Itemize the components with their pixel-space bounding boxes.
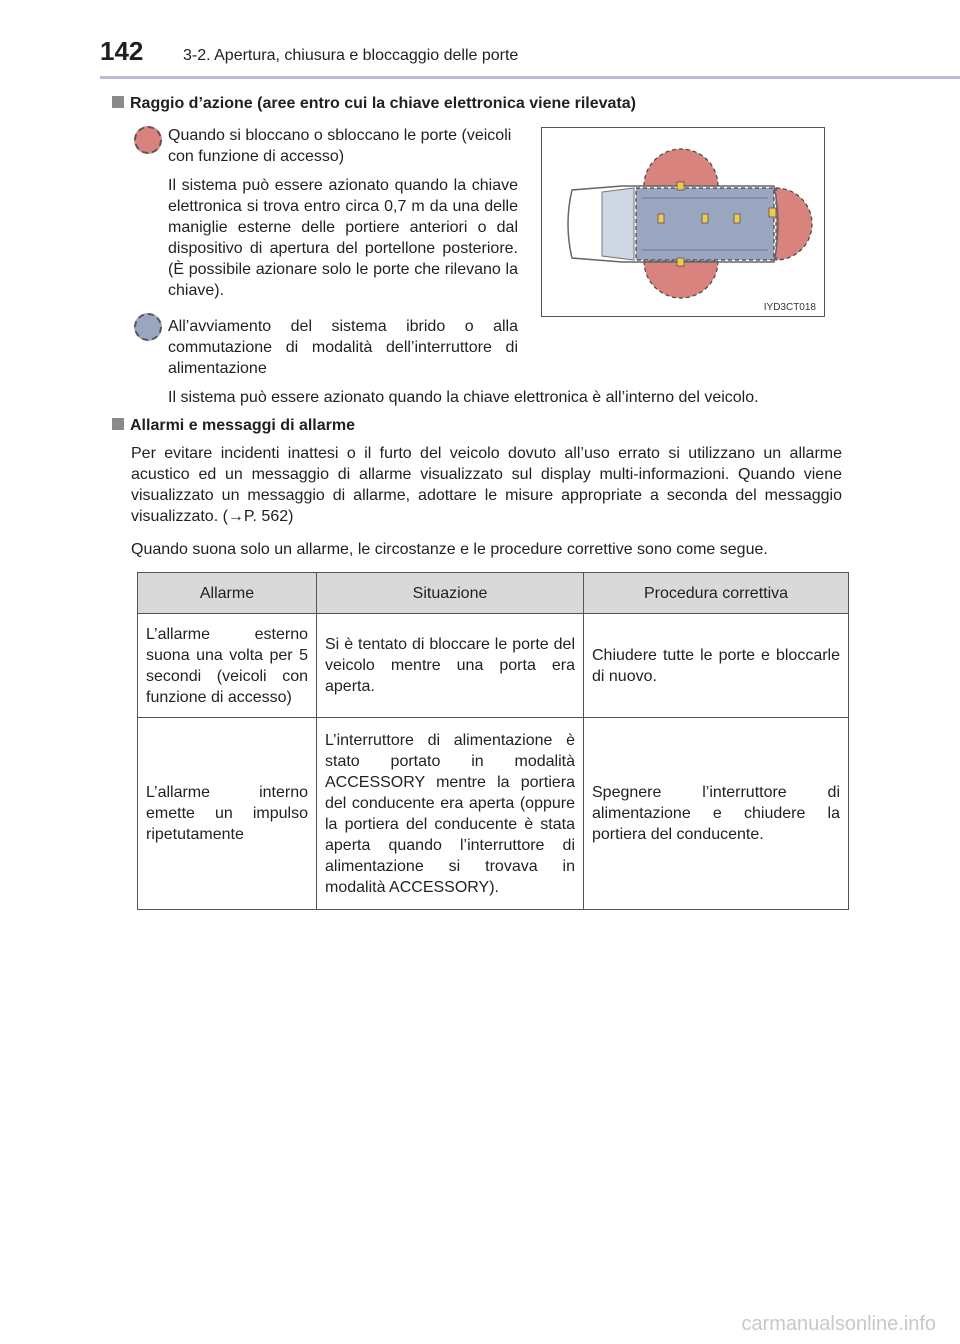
page-header (0, 0, 960, 80)
cell-situation: L’interruttore di alimentazione è stato portato in modalità ACCESSORY mentre la portiera del conducente era aperta (oppure la portiera del conducente è stata aperta quando l’interruttore di alimentazione si trovava in modalità ACCESSORY). (317, 718, 584, 910)
alarms-paragraph: Per evitare incidenti inattesi o il furto del veicolo dovuto all’uso errato si utilizzano un allarme acustico ed un messaggio di allarme visualizzato sul display multi-informazioni. Quando viene visualizzato un messaggio di allarme, adottare le misure appropriate a seconda del messaggio visualizzato. (→P. 562) (131, 445, 842, 525)
red-zone-marker-icon (134, 126, 162, 154)
section-heading-range (112, 95, 636, 113)
square-bullet-icon (112, 418, 124, 430)
detection-range-figure (541, 127, 825, 317)
cell-procedure: Chiudere tutte le porte e bloccarle di nuovo. (584, 614, 849, 718)
chapter-title: 3-2. Apertura, chiusura e bloccaggio delle porte (183, 47, 519, 64)
alarms-intro: Quando suona solo un allarme, le circostanze e le procedure correttive sono come segue. (131, 541, 768, 558)
page-number: 142 (100, 36, 144, 66)
section-heading-text: Raggio d’azione (aree entro cui la chiave elettronica viene rilevata) (130, 95, 636, 112)
header-rule (100, 76, 960, 79)
watermark: carmanualsonline.info (741, 1313, 936, 1335)
item2-title: All’avviamento del sistema ibrido o alla commutazione di modalità dell’interruttore di alimentazione (168, 318, 518, 377)
item1-body: Il sistema può essere azionato quando la chiave elettronica si trova entro circa 0,7 m da una delle maniglie esterne delle portiere anteriori o dal dispositivo di apertura del portellone posteriore. (È possibile azionare solo le porte che rilevano la chiave). (168, 177, 518, 299)
cell-alarm: L’allarme esterno suona una volta per 5 secondi (veicoli con funzione di accesso) (138, 614, 317, 718)
item1-title: Quando si bloccano o sbloccano le porte (veicoli con funzione di accesso) (168, 127, 512, 165)
cell-alarm: L’allarme interno emette un impulso ripetutamente (138, 718, 317, 910)
section-heading-text: Allarmi e messaggi di allarme (130, 417, 355, 434)
item2-body: Il sistema può essere azionato quando la chiave elettronica è all’interno del veicolo. (168, 389, 759, 406)
cell-situation: Si è tentato di bloccare le porte del veicolo mentre una porta era aperta. (317, 614, 584, 718)
column-header-procedure: Procedura correttiva (584, 573, 849, 614)
car-top-view-illustration (542, 128, 824, 316)
table-row (138, 718, 849, 910)
column-header-situation: Situazione (317, 573, 584, 614)
column-header-alarm: Allarme (138, 573, 317, 614)
alarm-table (137, 572, 849, 910)
figure-code: IYD3CT018 (763, 302, 816, 313)
table-header-row (138, 573, 849, 614)
blue-zone-marker-icon (134, 313, 162, 341)
cell-procedure: Spegnere l’interruttore di alimentazione e chiudere la portiera del conducente. (584, 718, 849, 910)
table-row (138, 614, 849, 718)
square-bullet-icon (112, 96, 124, 108)
section-heading-alarms (112, 417, 355, 435)
